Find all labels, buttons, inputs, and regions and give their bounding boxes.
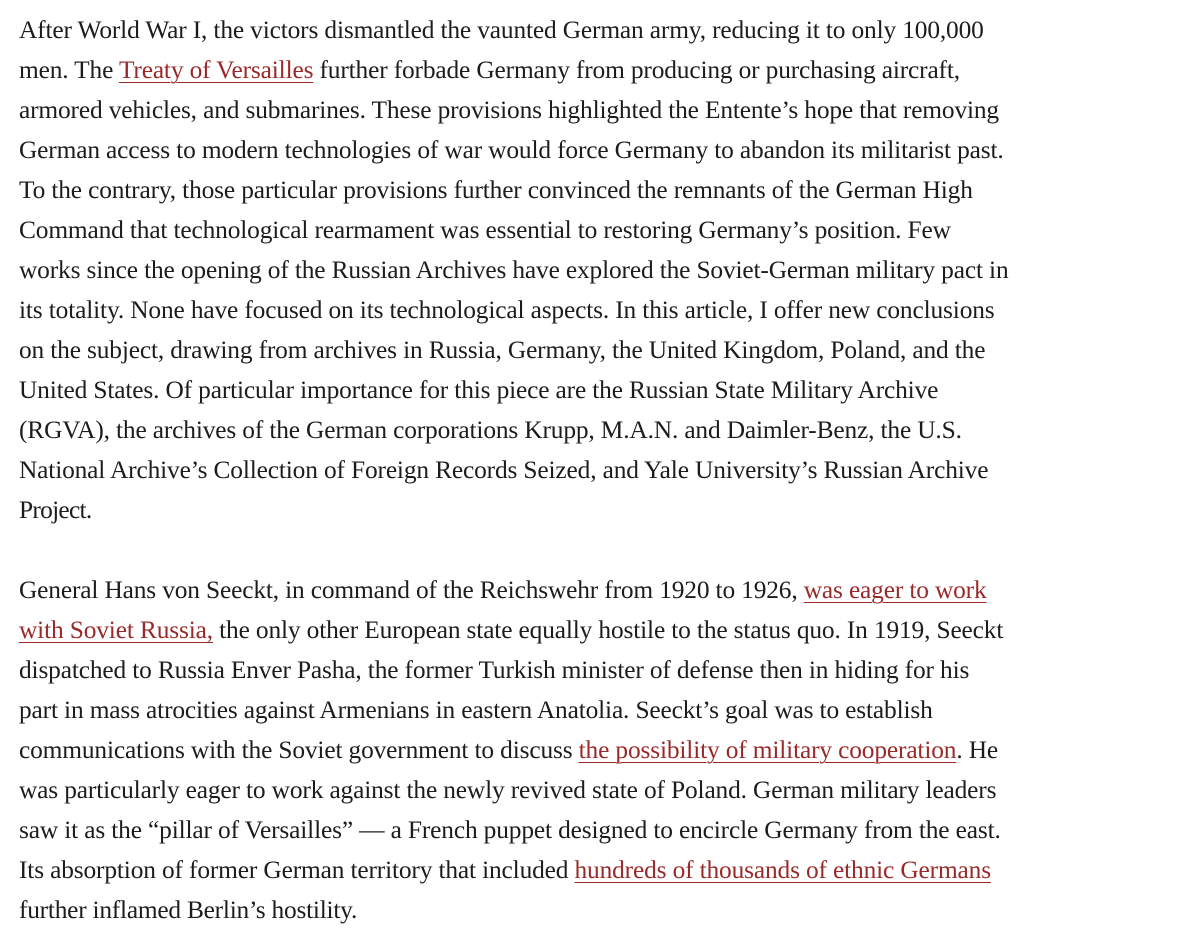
treaty-of-versailles-link[interactable]: Treaty of Versailles	[118, 56, 314, 84]
soviet-russia-link[interactable]: with Soviet Russia,	[19, 616, 213, 644]
text-line: dispatched to Russia Enver Pasha, the former Turkish minister of defense then in hiding for his	[19, 656, 970, 684]
text-line	[19, 610, 1184, 650]
text-segment: communications with the Soviet government to discuss	[19, 736, 579, 764]
text-line: National Archive’s Collection of Foreign Records Seized, and Yale University’s Russian Archive	[19, 456, 989, 484]
text-line: its totality. None have focused on its technological aspects. In this article, I offer new conclusions	[19, 296, 995, 324]
text-segment: Its absorption of former German territory that included	[19, 856, 575, 884]
text-line: After World War I, the victors dismantled the vaunted German army, reducing it to only 100,000	[19, 16, 984, 44]
text-line: further inflamed Berlin’s hostility.	[19, 896, 358, 924]
text-line: part in mass atrocities against Armenians in eastern Anatolia. Seeckt’s goal was to establish	[19, 696, 933, 724]
military-cooperation-link[interactable]: the possibility of military cooperation	[578, 736, 957, 764]
text-line: armored vehicles, and submarines. These provisions highlighted the Entente’s hope that removing	[19, 96, 999, 124]
text-segment: men. The	[19, 56, 119, 84]
text-segment: General Hans von Seeckt, in command of the Reichswehr from 1920 to 1926,	[19, 576, 804, 604]
paragraph-2	[19, 570, 1184, 930]
text-segment: the only other European state equally hostile to the status quo. In 1919, Seeckt	[212, 616, 1004, 644]
text-line: works since the opening of the Russian Archives have explored the Soviet-German military pact in	[19, 256, 1009, 284]
text-line	[19, 50, 1184, 90]
text-line: (RGVA), the archives of the German corporations Krupp, M.A.N. and Daimler-Benz, the U.S.	[19, 416, 962, 444]
text-line	[19, 570, 1184, 610]
text-line: Command that technological rearmament was essential to restoring Germany’s position. Few	[19, 216, 951, 244]
text-segment: further forbade Germany from producing or purchasing aircraft,	[313, 56, 960, 84]
ethnic-germans-link[interactable]: hundreds of thousands of ethnic Germans	[574, 856, 991, 884]
text-line: Project.	[19, 496, 92, 524]
text-line: on the subject, drawing from archives in Russia, Germany, the United Kingdom, Poland, and the	[19, 336, 986, 364]
text-line: saw it as the “pillar of Versailles” — a French puppet designed to encircle Germany from the east.	[19, 816, 1001, 844]
text-segment: . He	[956, 736, 999, 764]
paragraph-1	[19, 10, 1184, 530]
eager-to-work-link[interactable]: was eager to work	[803, 576, 987, 604]
text-line	[19, 850, 1184, 890]
text-line	[19, 730, 1184, 770]
text-line: United States. Of particular importance for this piece are the Russian State Military Archive	[19, 376, 939, 404]
text-line: To the contrary, those particular provisions further convinced the remnants of the German High	[19, 176, 973, 204]
text-line: German access to modern technologies of war would force Germany to abandon its militarist past.	[19, 136, 1004, 164]
text-line: was particularly eager to work against the newly revived state of Poland. German military leaders	[19, 776, 997, 804]
article-body	[19, 10, 1184, 930]
